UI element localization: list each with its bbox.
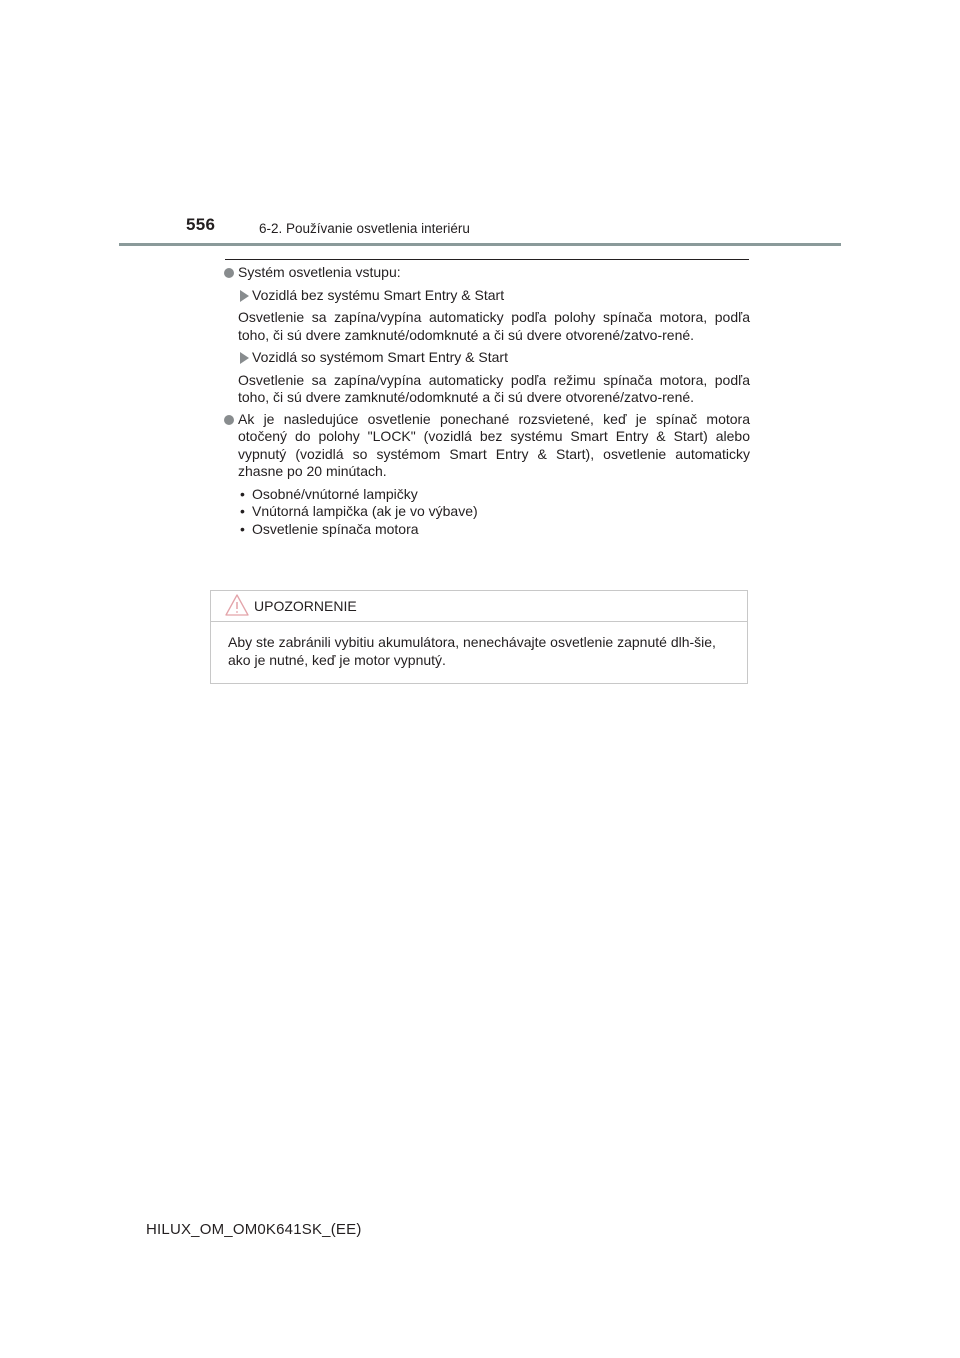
caution-header bbox=[211, 591, 747, 622]
list-bullet: • bbox=[240, 485, 245, 502]
document-code: HILUX_OM_OM0K641SK_(EE) bbox=[146, 1221, 362, 1238]
list-item bbox=[238, 503, 750, 521]
list-item bbox=[238, 486, 750, 504]
list-item-text: Vnútorná lampička (ak je vo výbave) bbox=[252, 503, 478, 519]
subsection-text: Osvetlenie sa zapína/vypína automaticky podľa režimu spínača motora, podľa toho, či sú dvere zamknuté/odomknuté a či sú dvere otvorené/zatvo-rené. bbox=[238, 371, 750, 405]
triangle-arrow-icon bbox=[240, 352, 249, 364]
subsection-header bbox=[222, 287, 750, 305]
header-rule bbox=[119, 243, 841, 246]
bullet-title: Systém osvetlenia vstupu: bbox=[238, 264, 401, 280]
circle-bullet-icon bbox=[224, 268, 234, 278]
list-item bbox=[238, 521, 750, 539]
triangle-arrow-icon bbox=[240, 290, 249, 302]
page-number: 556 bbox=[186, 215, 216, 234]
list-item-text: Osvetlenie spínača motora bbox=[252, 520, 419, 537]
main-content bbox=[222, 264, 750, 538]
subsection-label: Vozidlá so systémom Smart Entry & Start bbox=[252, 349, 508, 365]
bullet-auto-off bbox=[222, 411, 750, 481]
list-item-text: Osobné/vnútorné lampičky bbox=[252, 485, 418, 502]
caution-text: Aby ste zabránili vybitiu akumulátora, nenechávajte osvetlenie zapnuté dlh-šie, ako je nutné, keď je motor vypnutý. bbox=[228, 634, 716, 668]
circle-bullet-icon bbox=[224, 415, 234, 425]
lights-list bbox=[222, 486, 750, 539]
section-divider bbox=[225, 259, 749, 260]
bullet-title: Ak je nasledujúce osvetlenie ponechané rozsvietené, keď je spínač motora otočený do polohy "LOCK" (vozidlá bez systému Smart Entry & Start) alebo vypnutý (vozidlá so systémom Smart Entry & Start), osvetlenie automaticky zhasne po 20 minútach. bbox=[238, 410, 750, 479]
warning-triangle-icon bbox=[224, 593, 250, 617]
section-title: 6-2. Používanie osvetlenia interiéru bbox=[259, 221, 470, 236]
list-bullet: • bbox=[240, 520, 245, 537]
subsection-text: Osvetlenie sa zapína/vypína automaticky podľa polohy spínača motora, podľa toho, či sú dvere zamknuté/odomknuté a či sú dvere otvorené/zatvo-rené. bbox=[238, 309, 750, 343]
list-bullet: • bbox=[240, 503, 245, 519]
caution-title: UPOZORNENIE bbox=[254, 598, 357, 614]
bullet-entry-lighting bbox=[222, 264, 750, 282]
caution-box bbox=[210, 590, 748, 684]
subsection-header bbox=[222, 349, 750, 367]
subsection-label: Vozidlá bez systému Smart Entry & Start bbox=[252, 286, 505, 303]
